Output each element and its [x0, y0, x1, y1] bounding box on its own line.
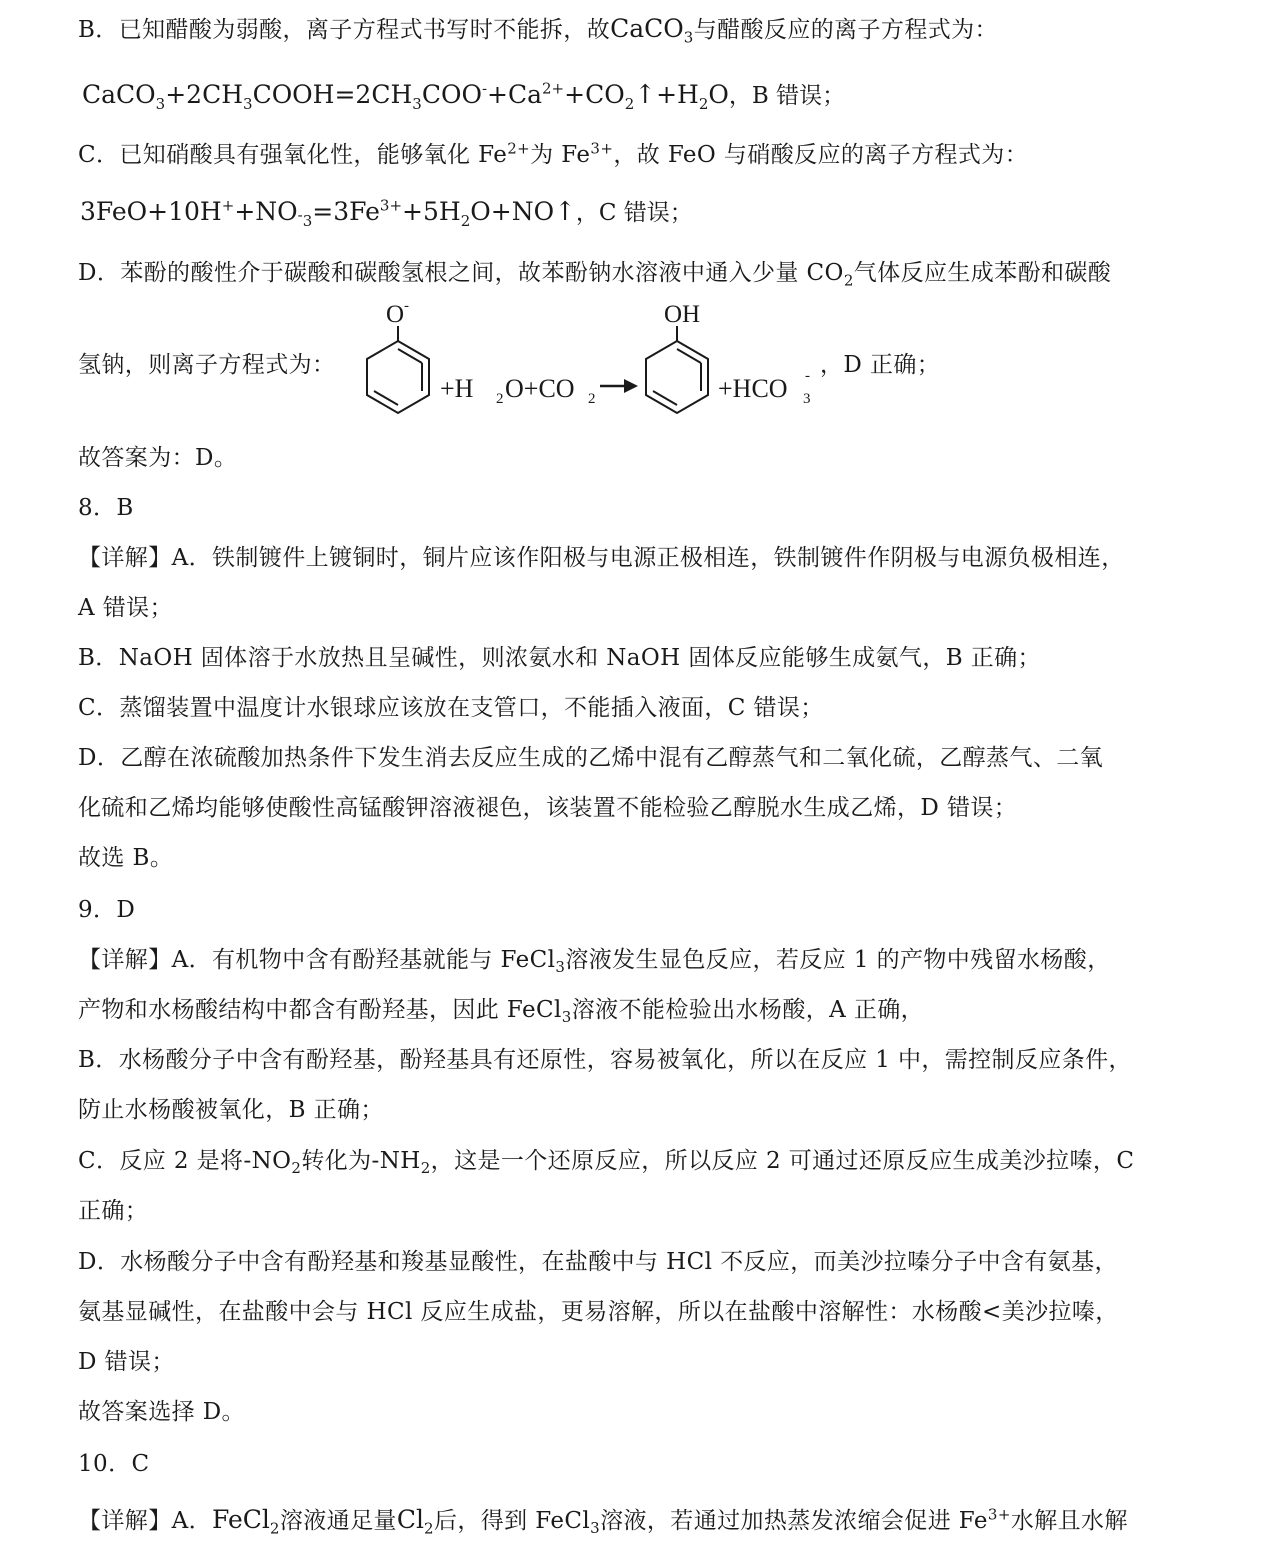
q8-option-d-line2: 化硫和乙烯均能够使酸性高锰酸钾溶液褪色，该装置不能检验乙醇脱水生成乙烯，D 错误；	[78, 795, 1018, 821]
q8-option-b: B．NaOH 固体溶于水放热且呈碱性，则浓氨水和 NaOH 固体反应能够生成氨气，B 正确；	[78, 645, 1041, 671]
q9-explanation-a-line2: 产物和水杨酸结构中都含有酚羟基，因此 FeCl$_3$溶液不能检验出水杨酸，A 正确，	[78, 997, 925, 1026]
hco3-charge: -	[805, 368, 810, 384]
q7-answer: 故答案为：D。	[78, 445, 238, 471]
q7-option-c-equation: $3FeO+10H^++NO_{^-3}=3Fe^{3+}+5H_2O+NO↑$，C 错误；	[80, 196, 693, 230]
q8-option-d-line1: D．乙醇在浓硫酸加热条件下发生消去反应生成的乙烯中混有乙醇蒸气和二氧化硫，乙醇蒸气、二氧	[78, 745, 1104, 771]
plus-co2: O+CO	[505, 374, 575, 403]
q7-option-b-equation: $CaCO_3+2CH_3COOH=2CH_3COO^-+Ca^{2+}+CO_2↑+H_2O$，B 错误；	[82, 79, 846, 113]
q9-explanation-a-line1: 【详解】A．有机物中含有酚羟基就能与 FeCl$_3$溶液发生显色反应，若反应 1 的产物中残留水杨酸，	[78, 947, 1111, 976]
phenol-ring	[646, 326, 708, 413]
q8-explanation-a-line1: 【详解】A．铁制镀件上镀铜时，铜片应该作阳极与电源正极相连，铁制镀件作阴极与电源负极相连，	[78, 545, 1125, 571]
q7-option-d-line1: D．苯酚的酸性介于碳酸和碳酸氢根之间，故苯酚钠水溶液中通入少量 $CO_2$气体反应生成苯酚和碳酸	[78, 260, 1112, 290]
q9-option-d-line2: 氨基显碱性，在盐酸中会与 HCl 反应生成盐，更易溶解，所以在盐酸中溶解性：水杨酸<美沙拉嗪，	[78, 1299, 1119, 1325]
q8-option-c: C．蒸馏装置中温度计水银球应该放在支管口，不能插入液面，C 错误；	[78, 695, 824, 721]
hco3-subscript: 3	[803, 391, 811, 407]
h2o-subscript: 2	[496, 391, 504, 407]
reaction-arrow	[600, 379, 638, 393]
q8-answer: 故选 B。	[78, 845, 174, 871]
q7-option-c-intro: C．已知硝酸具有强氧化性，能够氧化 $Fe^{2+}$为 $Fe^{3+}$，故 FeO 与硝酸反应的离子方程式为：	[78, 139, 1029, 168]
q7-option-b-intro: B．已知醋酸为弱酸，离子方程式书写时不能拆，故CaCO$_3$与醋酸反应的离子方程式为：	[78, 14, 998, 47]
oxide-charge: -	[404, 298, 409, 314]
q10-heading: 10．C	[78, 1451, 150, 1477]
oxide-label: O	[386, 301, 405, 328]
co2-subscript: 2	[588, 391, 596, 407]
q9-option-d-line1: D．水杨酸分子中含有酚羟基和羧基显酸性，在盐酸中与 HCl 不反应，而美沙拉嗪分子中含有氨基，	[78, 1249, 1118, 1275]
q9-option-c-line2: 正确；	[78, 1198, 149, 1224]
hydroxyl-label: OH	[664, 301, 701, 328]
q8-explanation-a-line2: A 错误；	[78, 595, 173, 621]
plus-h2o: +H	[440, 374, 474, 403]
plus-hco3: +HCO	[718, 374, 788, 403]
q7-option-d-line2-label: 氢钠，则离子方程式为：	[78, 352, 336, 378]
q9-option-d-line3: D 错误；	[78, 1349, 175, 1375]
q10-explanation-a-line1: 【详解】A．FeCl$_2$溶液通足量$Cl_2$后，得到 FeCl$_3$溶液，若通过加热蒸发浓缩会促进 $Fe^{3+}$水解且水解	[78, 1505, 1128, 1538]
q9-heading: 9．D	[78, 897, 136, 923]
q8-heading: 8．B	[78, 495, 134, 521]
phenoxide-ring	[367, 326, 429, 413]
q9-option-b-line2: 防止水杨酸被氧化，B 正确；	[78, 1097, 384, 1123]
q9-option-b-line1: B．水杨酸分子中含有酚羟基，酚羟基具有还原性，容易被氧化，所以在反应 1 中，需控制反应条件，	[78, 1047, 1132, 1073]
q7-option-d-verdict: ，D 正确；	[820, 352, 941, 378]
q9-option-c-line1: C．反应 2 是将$-NO_2$转化为$-NH_2$，这是一个还原反应，所以反应 2 可通过还原反应生成美沙拉嗪，C	[78, 1148, 1135, 1177]
q9-answer: 故答案选择 D。	[78, 1399, 245, 1425]
